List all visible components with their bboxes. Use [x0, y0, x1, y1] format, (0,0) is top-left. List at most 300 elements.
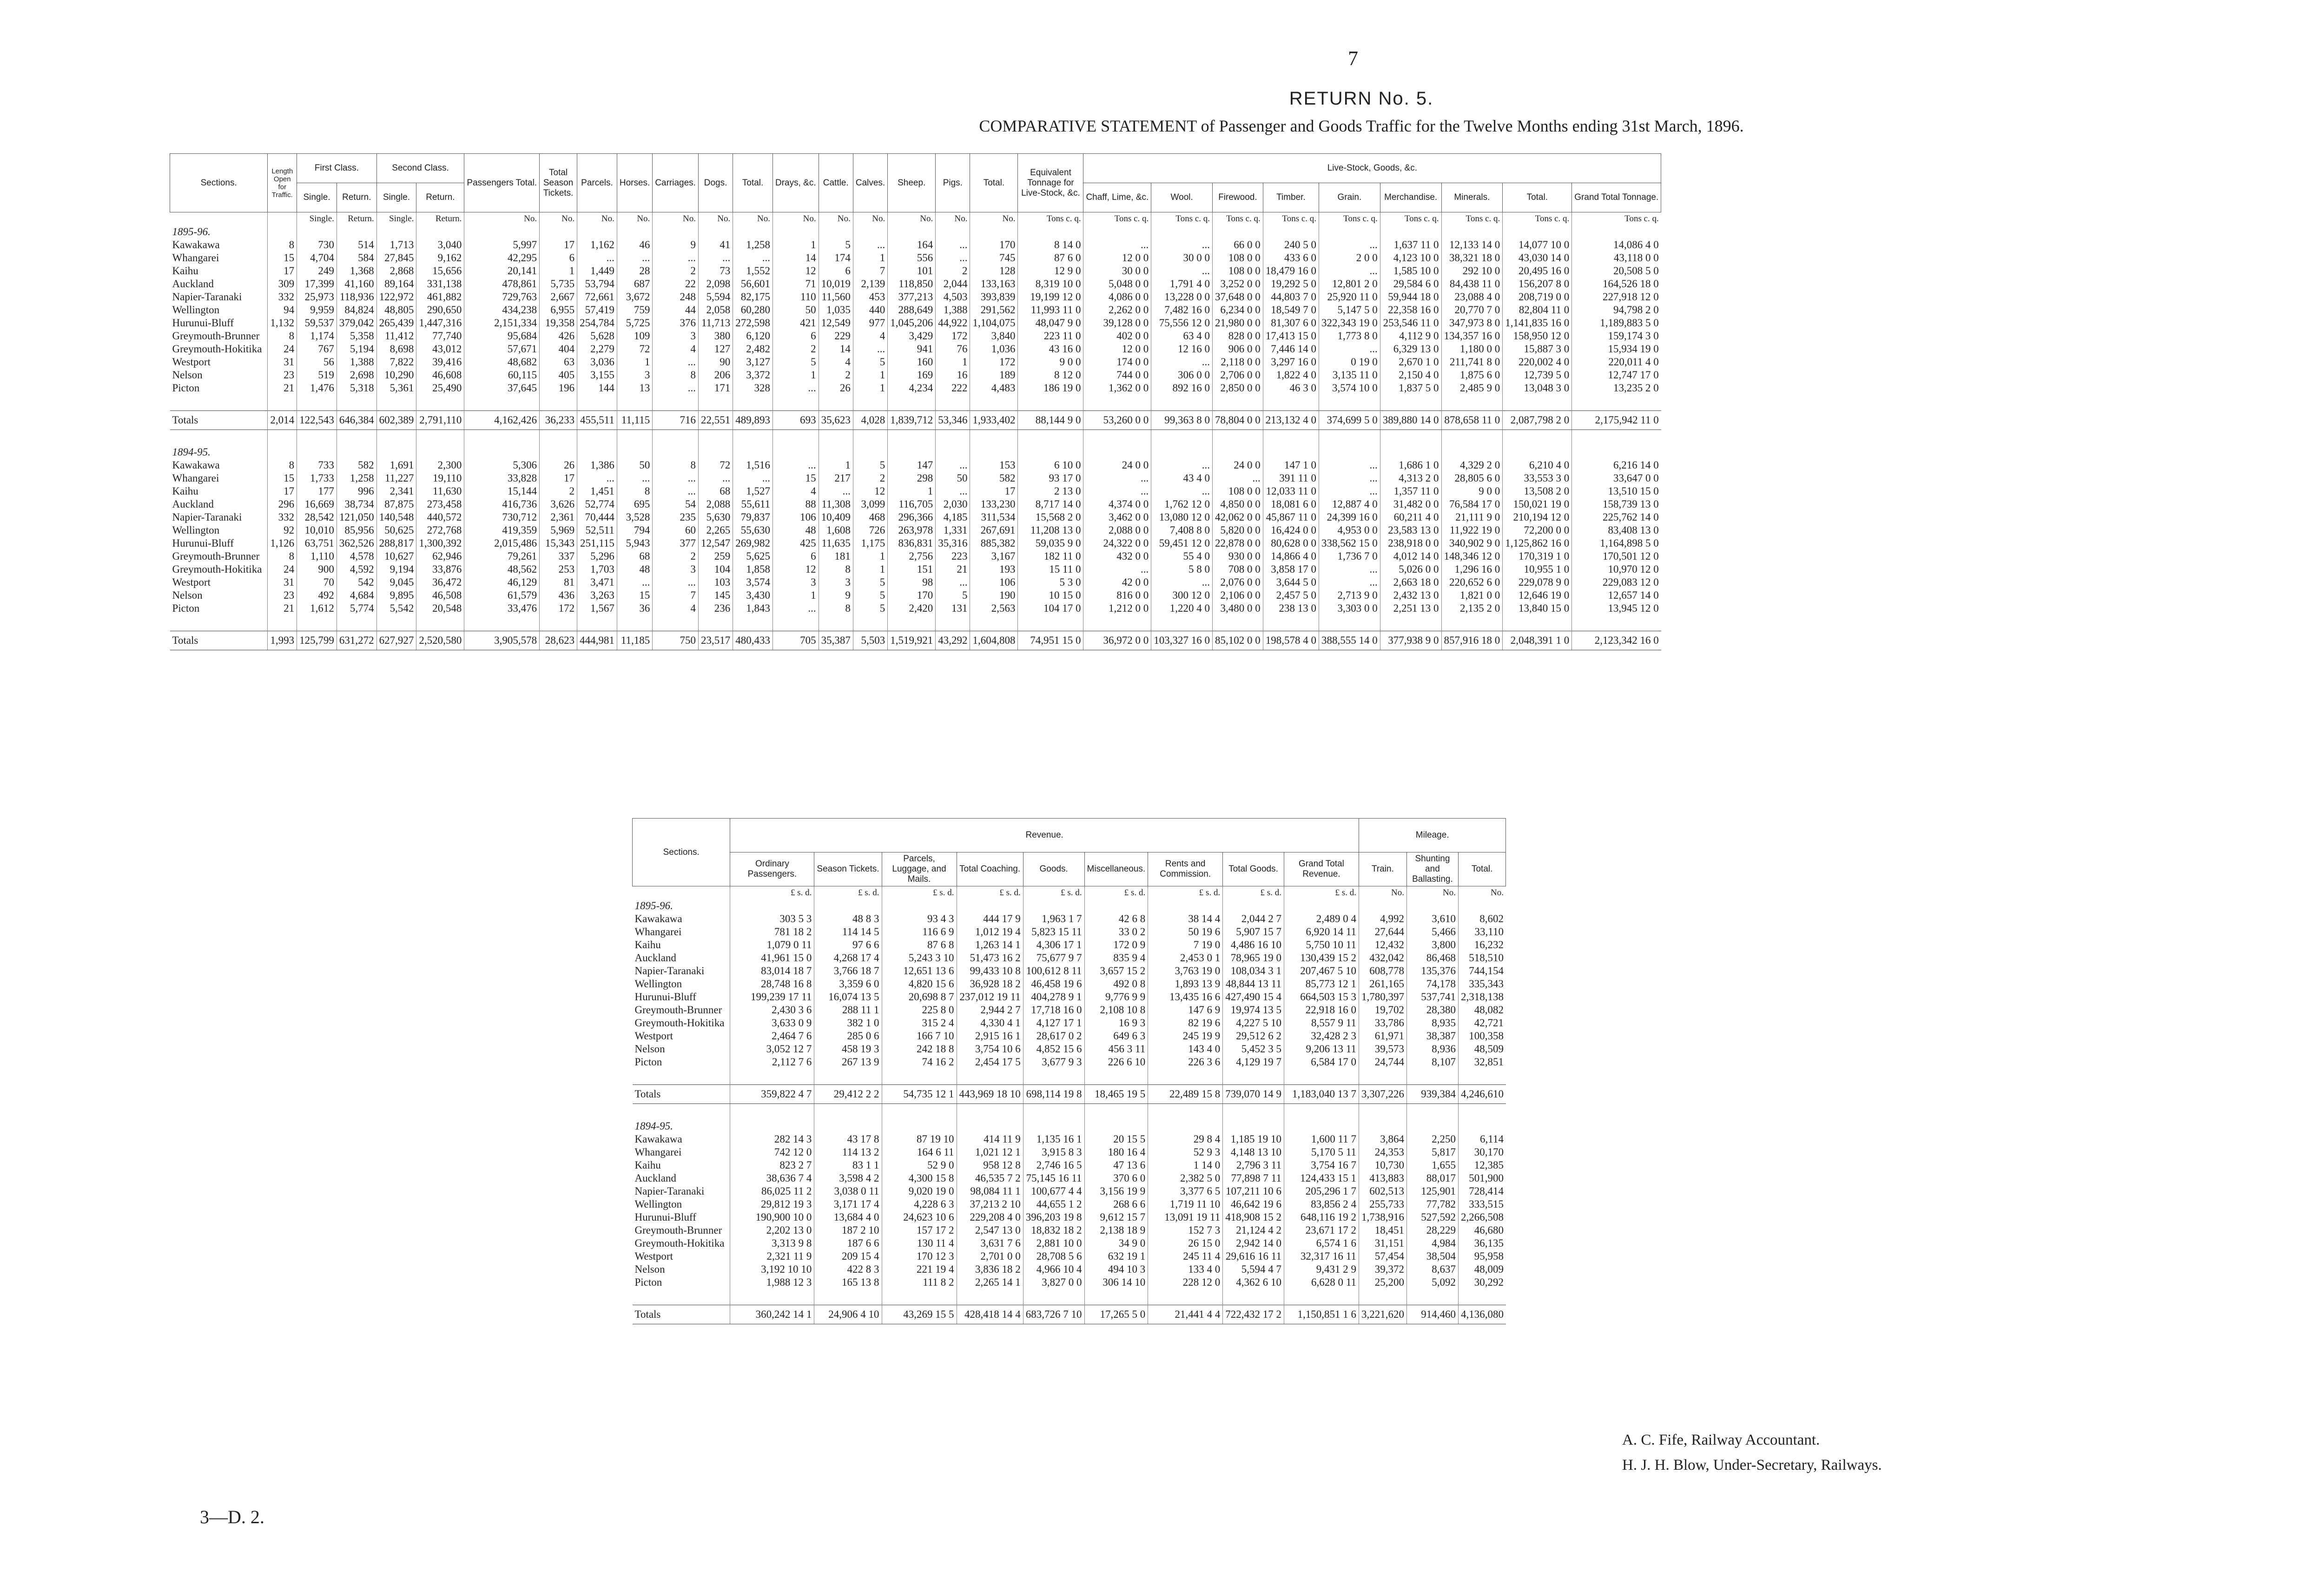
table-cell: 1,993: [268, 631, 297, 650]
table-cell: 1,449: [577, 264, 617, 277]
table-cell: Return.: [337, 212, 376, 226]
table-cell: 225 8 0: [882, 1004, 957, 1017]
table-cell: 455,511: [577, 411, 617, 430]
table-cell: 46,129: [464, 576, 540, 589]
table-cell: 2,251 13 0: [1380, 602, 1441, 615]
table-cell: 87,875: [376, 498, 416, 511]
table-cell: 74 16 2: [882, 1056, 957, 1069]
spacer-cell: [1503, 395, 1572, 411]
table-cell: Nelson: [172, 589, 203, 601]
spacer-cell: [1263, 430, 1319, 446]
table-row: [170, 524, 1661, 537]
table-cell: 337: [540, 550, 577, 563]
empty-cell: [936, 446, 970, 459]
table-cell: 1 14 0: [1148, 1159, 1223, 1172]
spacer-cell: [376, 395, 416, 411]
table-cell: 238 13 0: [1263, 602, 1319, 615]
spacer-cell: [970, 430, 1018, 446]
table-cell: 12,657 14 0: [1572, 589, 1661, 602]
table-cell: Kawakawa: [634, 1133, 682, 1145]
table-cell: 52,774: [577, 498, 617, 511]
table-cell: 15,656: [416, 264, 464, 277]
table-cell: 1,476: [297, 382, 337, 395]
table-cell: 48: [772, 524, 819, 537]
table-cell: 33,110: [1458, 925, 1506, 938]
table-cell: 4,852 15 6: [1023, 1043, 1084, 1056]
table-cell: 311,534: [970, 511, 1018, 524]
col-header: Chaff, Lime, &c.: [1083, 183, 1151, 212]
empty-cell: [772, 225, 819, 238]
empty-cell: [1572, 225, 1661, 238]
year-row: [170, 446, 1661, 459]
table-cell: 106: [772, 511, 819, 524]
table-cell: 30,292: [1458, 1276, 1506, 1289]
table-cell: Napier-Taranaki: [634, 965, 705, 977]
empty-cell: [464, 446, 540, 459]
table-cell: 23: [268, 589, 297, 602]
table-cell: ...: [772, 602, 819, 615]
table-cell: 2,123,342 16 0: [1572, 631, 1661, 650]
table-cell: 444,981: [577, 631, 617, 650]
table-cell: 693: [772, 411, 819, 430]
spacer-cell: [577, 430, 617, 446]
col-header: Dogs.: [698, 154, 733, 212]
year-row: [170, 225, 1661, 238]
table-cell: 1,567: [577, 602, 617, 615]
table-cell: 10,010: [297, 524, 337, 537]
table-cell: 3,840: [970, 330, 1018, 343]
table-cell: 1,719 11 10: [1148, 1198, 1223, 1211]
table-cell: 42 6 8: [1084, 912, 1148, 925]
col-header: Return.: [337, 183, 376, 212]
table-cell: 1,175: [853, 537, 887, 550]
spacer-cell: [1084, 1104, 1148, 1120]
table-cell: 11,308: [819, 498, 853, 511]
table-cell: 1,035: [819, 304, 853, 317]
table-cell: 3,800: [1406, 938, 1458, 951]
spacer-cell: [1263, 615, 1319, 631]
spacer-cell: [970, 395, 1018, 411]
col-header: Carriages.: [653, 154, 699, 212]
table-cell: ...: [1151, 238, 1213, 251]
table-cell: 22: [653, 277, 699, 291]
table-cell: 2,850 0 0: [1213, 382, 1263, 395]
table-cell: 18,549 7 0: [1263, 304, 1319, 317]
table-cell: 157 17 2: [882, 1224, 957, 1237]
table-cell: 33,876: [416, 563, 464, 576]
table-row: [170, 498, 1661, 511]
empty-cell: [1380, 225, 1441, 238]
spacer-cell: [1023, 1289, 1084, 1305]
table-cell: 1,600 11 7: [1284, 1133, 1359, 1146]
spacer-cell: [1148, 1104, 1223, 1120]
table-cell: 1: [888, 485, 936, 498]
table-cell: 164,526 18 0: [1572, 277, 1661, 291]
table-cell: 1,843: [733, 602, 773, 615]
table-cell: 2,701 0 0: [957, 1250, 1023, 1263]
table-cell: 1,527: [733, 485, 773, 498]
table-cell: 13,228 0 0: [1151, 291, 1213, 304]
table-cell: 17,718 16 0: [1023, 1004, 1084, 1017]
table-cell: 453: [853, 291, 887, 304]
table-cell: 388,555 14 0: [1319, 631, 1380, 650]
table-cell: 24,322 0 0: [1083, 537, 1151, 550]
table-cell: 3,303 0 0: [1319, 602, 1380, 615]
table-cell: 8 12 0: [1018, 369, 1083, 382]
empty-cell: [957, 899, 1023, 912]
table-cell: 3,471: [577, 576, 617, 589]
table-cell: 1: [853, 369, 887, 382]
table-cell: 42 0 0: [1083, 576, 1151, 589]
table-cell: 2,250: [1406, 1133, 1458, 1146]
table-cell: 36,928 18 2: [957, 978, 1023, 991]
table-cell: 5,997: [464, 238, 540, 251]
spacer-cell: [1023, 1069, 1084, 1085]
table-cell: 24 0 0: [1083, 459, 1151, 472]
table-cell: 16,669: [297, 498, 337, 511]
table-cell: 7,482 16 0: [1151, 304, 1213, 317]
table-cell: 2,420: [888, 602, 936, 615]
table-cell: 87 6 0: [1018, 251, 1083, 264]
empty-cell: [1223, 1120, 1284, 1133]
spacer-cell: [814, 1104, 882, 1120]
revenue-table: [632, 818, 1506, 1324]
col-header: Timber.: [1263, 183, 1319, 212]
table-cell: 152 7 3: [1148, 1224, 1223, 1237]
empty-cell: [1018, 225, 1083, 238]
empty-cell: [814, 899, 882, 912]
table-cell: 687: [617, 277, 652, 291]
table-cell: Whangarei: [172, 472, 219, 484]
table-cell: Wellington: [634, 978, 682, 990]
table-cell: Totals: [170, 631, 268, 650]
spacer-cell: [1018, 615, 1083, 631]
table-row: [170, 369, 1661, 382]
empty-cell: [733, 225, 773, 238]
table-cell: 41,961 15 0: [730, 951, 814, 965]
table-cell: 377: [653, 537, 699, 550]
spacer-cell: [1319, 430, 1380, 446]
table-cell: 48,082: [1458, 1004, 1506, 1017]
table-cell: 9,194: [376, 563, 416, 576]
table-cell: 440,572: [416, 511, 464, 524]
table-cell: 56,601: [733, 277, 773, 291]
table-cell: 2,135 2 0: [1441, 602, 1503, 615]
table-cell: Auckland: [172, 278, 214, 290]
table-cell: 18,479 16 0: [1263, 264, 1319, 277]
table-cell: 3,766 18 7: [814, 965, 882, 978]
table-cell: ...: [577, 472, 617, 485]
table-cell: 122,972: [376, 291, 416, 304]
table-cell: 347,973 8 0: [1441, 317, 1503, 330]
table-cell: 1,773 8 0: [1319, 330, 1380, 343]
table-cell: 1,174: [297, 330, 337, 343]
table-cell: ...: [577, 251, 617, 264]
spacer-cell: [1083, 395, 1151, 411]
spacer-cell: [1148, 1289, 1223, 1305]
table-cell: Kawakawa: [634, 913, 682, 925]
table-cell: 172: [970, 356, 1018, 369]
table-cell: 15,934 19 0: [1572, 343, 1661, 356]
table-cell: 99,363 8 0: [1151, 411, 1213, 430]
table-cell: No.: [1458, 886, 1506, 900]
col-header: Total.: [1458, 852, 1506, 886]
empty-cell: [1084, 899, 1148, 912]
table-cell: 2: [540, 485, 577, 498]
table-cell: 228 12 0: [1148, 1276, 1223, 1289]
table-cell: Wellington: [634, 1198, 682, 1210]
table-cell: 13: [617, 382, 652, 395]
table-cell: 24,906 4 10: [814, 1305, 882, 1324]
table-cell: 46,535 7 2: [957, 1172, 1023, 1185]
table-cell: 236: [698, 602, 733, 615]
table-cell: 21,124 4 2: [1223, 1224, 1284, 1237]
table-cell: ...: [653, 485, 699, 498]
table-cell: 8,935: [1406, 1017, 1458, 1030]
table-cell: 72: [698, 459, 733, 472]
table-cell: 108 0 0: [1213, 485, 1263, 498]
table-cell: 9 0 0: [1018, 356, 1083, 369]
spacer-cell: [1319, 395, 1380, 411]
empty-cell: [1223, 899, 1284, 912]
table-cell: 2: [819, 369, 853, 382]
table-cell: 35,387: [819, 631, 853, 650]
table-cell: 5,361: [376, 382, 416, 395]
table-cell: 10,955 1 0: [1503, 563, 1572, 576]
table-cell: 1,691: [376, 459, 416, 472]
table-cell: Tons c. q.: [1083, 212, 1151, 226]
spacer-cell: [1023, 1104, 1084, 1120]
table-cell: 3,672: [617, 291, 652, 304]
table-cell: 8,319 10 0: [1018, 277, 1083, 291]
table-cell: 4,246,610: [1458, 1085, 1506, 1104]
table-cell: 1,162: [577, 238, 617, 251]
table-cell: 5,318: [337, 382, 376, 395]
table-cell: 28,542: [297, 511, 337, 524]
table-cell: 229,083 12 0: [1572, 576, 1661, 589]
table-cell: 165 13 8: [814, 1276, 882, 1289]
table-cell: 4,300 15 8: [882, 1172, 957, 1185]
table-cell: 16: [936, 369, 970, 382]
table-cell: Napier-Taranaki: [172, 511, 242, 523]
table-cell: 38,504: [1406, 1250, 1458, 1263]
table-cell: 5: [853, 602, 887, 615]
table-cell: ...: [653, 576, 699, 589]
table-cell: 220,652 6 0: [1441, 576, 1503, 589]
spacer-cell: [1084, 1289, 1148, 1305]
table-cell: 306 14 10: [1084, 1276, 1148, 1289]
table-cell: 26: [540, 459, 577, 472]
empty-cell: [1441, 225, 1503, 238]
empty-cell: [1023, 899, 1084, 912]
table-cell: 11,115: [617, 411, 652, 430]
table-cell: 404: [540, 343, 577, 356]
table-cell: 3,359 6 0: [814, 978, 882, 991]
page-number: 7: [1348, 47, 1358, 70]
table-cell: 2: [653, 550, 699, 563]
table-cell: 147 6 9: [1148, 1004, 1223, 1017]
table-cell: 1,141,835 16 0: [1503, 317, 1572, 330]
table-cell: 6 10 0: [1018, 459, 1083, 472]
table-cell: 60,115: [464, 369, 540, 382]
table-cell: 4: [819, 356, 853, 369]
table-cell: 11,635: [819, 537, 853, 550]
empty-cell: [882, 899, 957, 912]
table-cell: 27,644: [1359, 925, 1406, 938]
table-row: [633, 951, 1506, 965]
table-cell: 1,858: [733, 563, 773, 576]
table-cell: 3,036: [577, 356, 617, 369]
table-cell: 6,120: [733, 330, 773, 343]
spacer-cell: [633, 1069, 730, 1085]
col-header: Cattle.: [819, 154, 853, 212]
table-cell: Greymouth-Brunner: [634, 1004, 722, 1016]
table-cell: 29 8 4: [1148, 1133, 1223, 1146]
empty-cell: [337, 446, 376, 459]
spacer-cell: [464, 395, 540, 411]
table-cell: 94: [268, 304, 297, 317]
table-cell: 36: [617, 602, 652, 615]
table-cell: 537,741: [1406, 991, 1458, 1004]
table-cell: 3,657 15 2: [1084, 965, 1148, 978]
table-cell: 10 15 0: [1018, 589, 1083, 602]
table-cell: 77,782: [1406, 1198, 1458, 1211]
table-cell: Napier-Taranaki: [634, 1185, 705, 1197]
empty-cell: [698, 446, 733, 459]
table-cell: 5 8 0: [1151, 563, 1213, 576]
table-cell: 26 15 0: [1148, 1237, 1223, 1250]
table-cell: 1: [617, 356, 652, 369]
table-cell: 11,922 19 0: [1441, 524, 1503, 537]
table-cell: 140,548: [376, 511, 416, 524]
table-cell: 2,489 0 4: [1284, 912, 1359, 925]
table-cell: 121,050: [337, 511, 376, 524]
spacer-cell: [464, 615, 540, 631]
table-cell: 31: [268, 356, 297, 369]
table-cell: 50: [617, 459, 652, 472]
empty-cell: [1023, 1120, 1084, 1133]
table-cell: 1: [772, 589, 819, 602]
table-cell: 900: [297, 563, 337, 576]
table-cell: 70,444: [577, 511, 617, 524]
table-cell: 20,770 7 0: [1441, 304, 1503, 317]
group-header: First Class.: [297, 154, 377, 183]
table-cell: 3,038 0 11: [814, 1185, 882, 1198]
table-cell: 27,845: [376, 251, 416, 264]
table-cell: 443,969 18 10: [957, 1085, 1023, 1104]
group-header: Mileage.: [1359, 819, 1506, 852]
table-cell: ...: [853, 343, 887, 356]
table-cell: 52,511: [577, 524, 617, 537]
table-row: [633, 978, 1506, 991]
table-cell: 1894-95.: [634, 1120, 673, 1132]
table-cell: 44,655 1 2: [1023, 1198, 1084, 1211]
col-header: Wool.: [1151, 183, 1213, 212]
table-cell: 1,875 6 0: [1441, 369, 1503, 382]
table-cell: 220,002 4 0: [1503, 356, 1572, 369]
table-cell: 2,667: [540, 291, 577, 304]
table-cell: 14: [819, 343, 853, 356]
table-cell: 1,150,851 1 6: [1284, 1305, 1359, 1324]
spacer-cell: [540, 430, 577, 446]
table-cell: 6: [540, 251, 577, 264]
spacer-cell: [1083, 615, 1151, 631]
table-cell: 17: [268, 485, 297, 498]
table-cell: 170 12 3: [882, 1250, 957, 1263]
table-cell: 24,399 16 0: [1319, 511, 1380, 524]
table-cell: 4,486 16 10: [1223, 938, 1284, 951]
table-cell: 380: [698, 330, 733, 343]
table-cell: 664,503 15 3: [1284, 991, 1359, 1004]
table-cell: 456 3 11: [1084, 1043, 1148, 1056]
table-cell: Hurunui-Bluff: [634, 1211, 696, 1223]
table-cell: 174 0 0: [1083, 356, 1151, 369]
spacer-cell: [1458, 1069, 1506, 1085]
spacer-cell: [730, 1069, 814, 1085]
spacer-cell: [653, 615, 699, 631]
table-cell: 12: [772, 264, 819, 277]
table-cell: Tons c. q.: [1213, 212, 1263, 226]
spacer-cell: [1406, 1069, 1458, 1085]
table-cell: 9,206 13 11: [1284, 1043, 1359, 1056]
spacer-cell: [1083, 430, 1151, 446]
empty-cell: [617, 446, 652, 459]
table-cell: 9,612 15 7: [1084, 1211, 1148, 1224]
table-cell: 43,012: [416, 343, 464, 356]
table-cell: 3,864: [1359, 1133, 1406, 1146]
table-cell: 83 1 1: [814, 1159, 882, 1172]
table-cell: 376: [653, 317, 699, 330]
table-cell: Kawakawa: [172, 239, 220, 251]
spacer-cell: [337, 430, 376, 446]
table-cell: 823 2 7: [730, 1159, 814, 1172]
table-cell: 45,867 11 0: [1263, 511, 1319, 524]
table-cell: 440: [853, 304, 887, 317]
table-cell: 2,453 0 1: [1148, 951, 1223, 965]
table-cell: Nelson: [634, 1263, 665, 1275]
spacer-cell: [957, 1069, 1023, 1085]
table-cell: 9: [653, 238, 699, 251]
table-cell: No.: [888, 212, 936, 226]
empty-cell: [1083, 446, 1151, 459]
table-cell: 245 11 4: [1148, 1250, 1223, 1263]
table-cell: 229: [819, 330, 853, 343]
table-cell: 1,388: [337, 356, 376, 369]
table-cell: 2,432 13 0: [1380, 589, 1441, 602]
spacer-row: [170, 615, 1661, 631]
table-cell: 5: [853, 356, 887, 369]
table-cell: 282 14 3: [730, 1133, 814, 1146]
table-cell: 83,014 18 7: [730, 965, 814, 978]
table-cell: 253: [540, 563, 577, 576]
table-cell: 19,702: [1359, 1004, 1406, 1017]
table-cell: 8: [268, 550, 297, 563]
table-cell: 5 3 0: [1018, 576, 1083, 589]
table-row: [170, 472, 1661, 485]
table-cell: 418,908 15 2: [1223, 1211, 1284, 1224]
table-cell: 2: [653, 264, 699, 277]
table-cell: Tons c. q.: [1572, 212, 1661, 226]
table-cell: 6,114: [1458, 1133, 1506, 1146]
spacer-cell: [698, 395, 733, 411]
table-cell: 5,147 5 0: [1319, 304, 1380, 317]
table-cell: 1,045,206: [888, 317, 936, 330]
empty-cell: [1319, 446, 1380, 459]
table-cell: 494 10 3: [1084, 1263, 1148, 1276]
empty-cell: [730, 1120, 814, 1133]
table-cell: 2,698: [337, 369, 376, 382]
col-header: Parcels, Luggage, and Mails.: [882, 852, 957, 886]
